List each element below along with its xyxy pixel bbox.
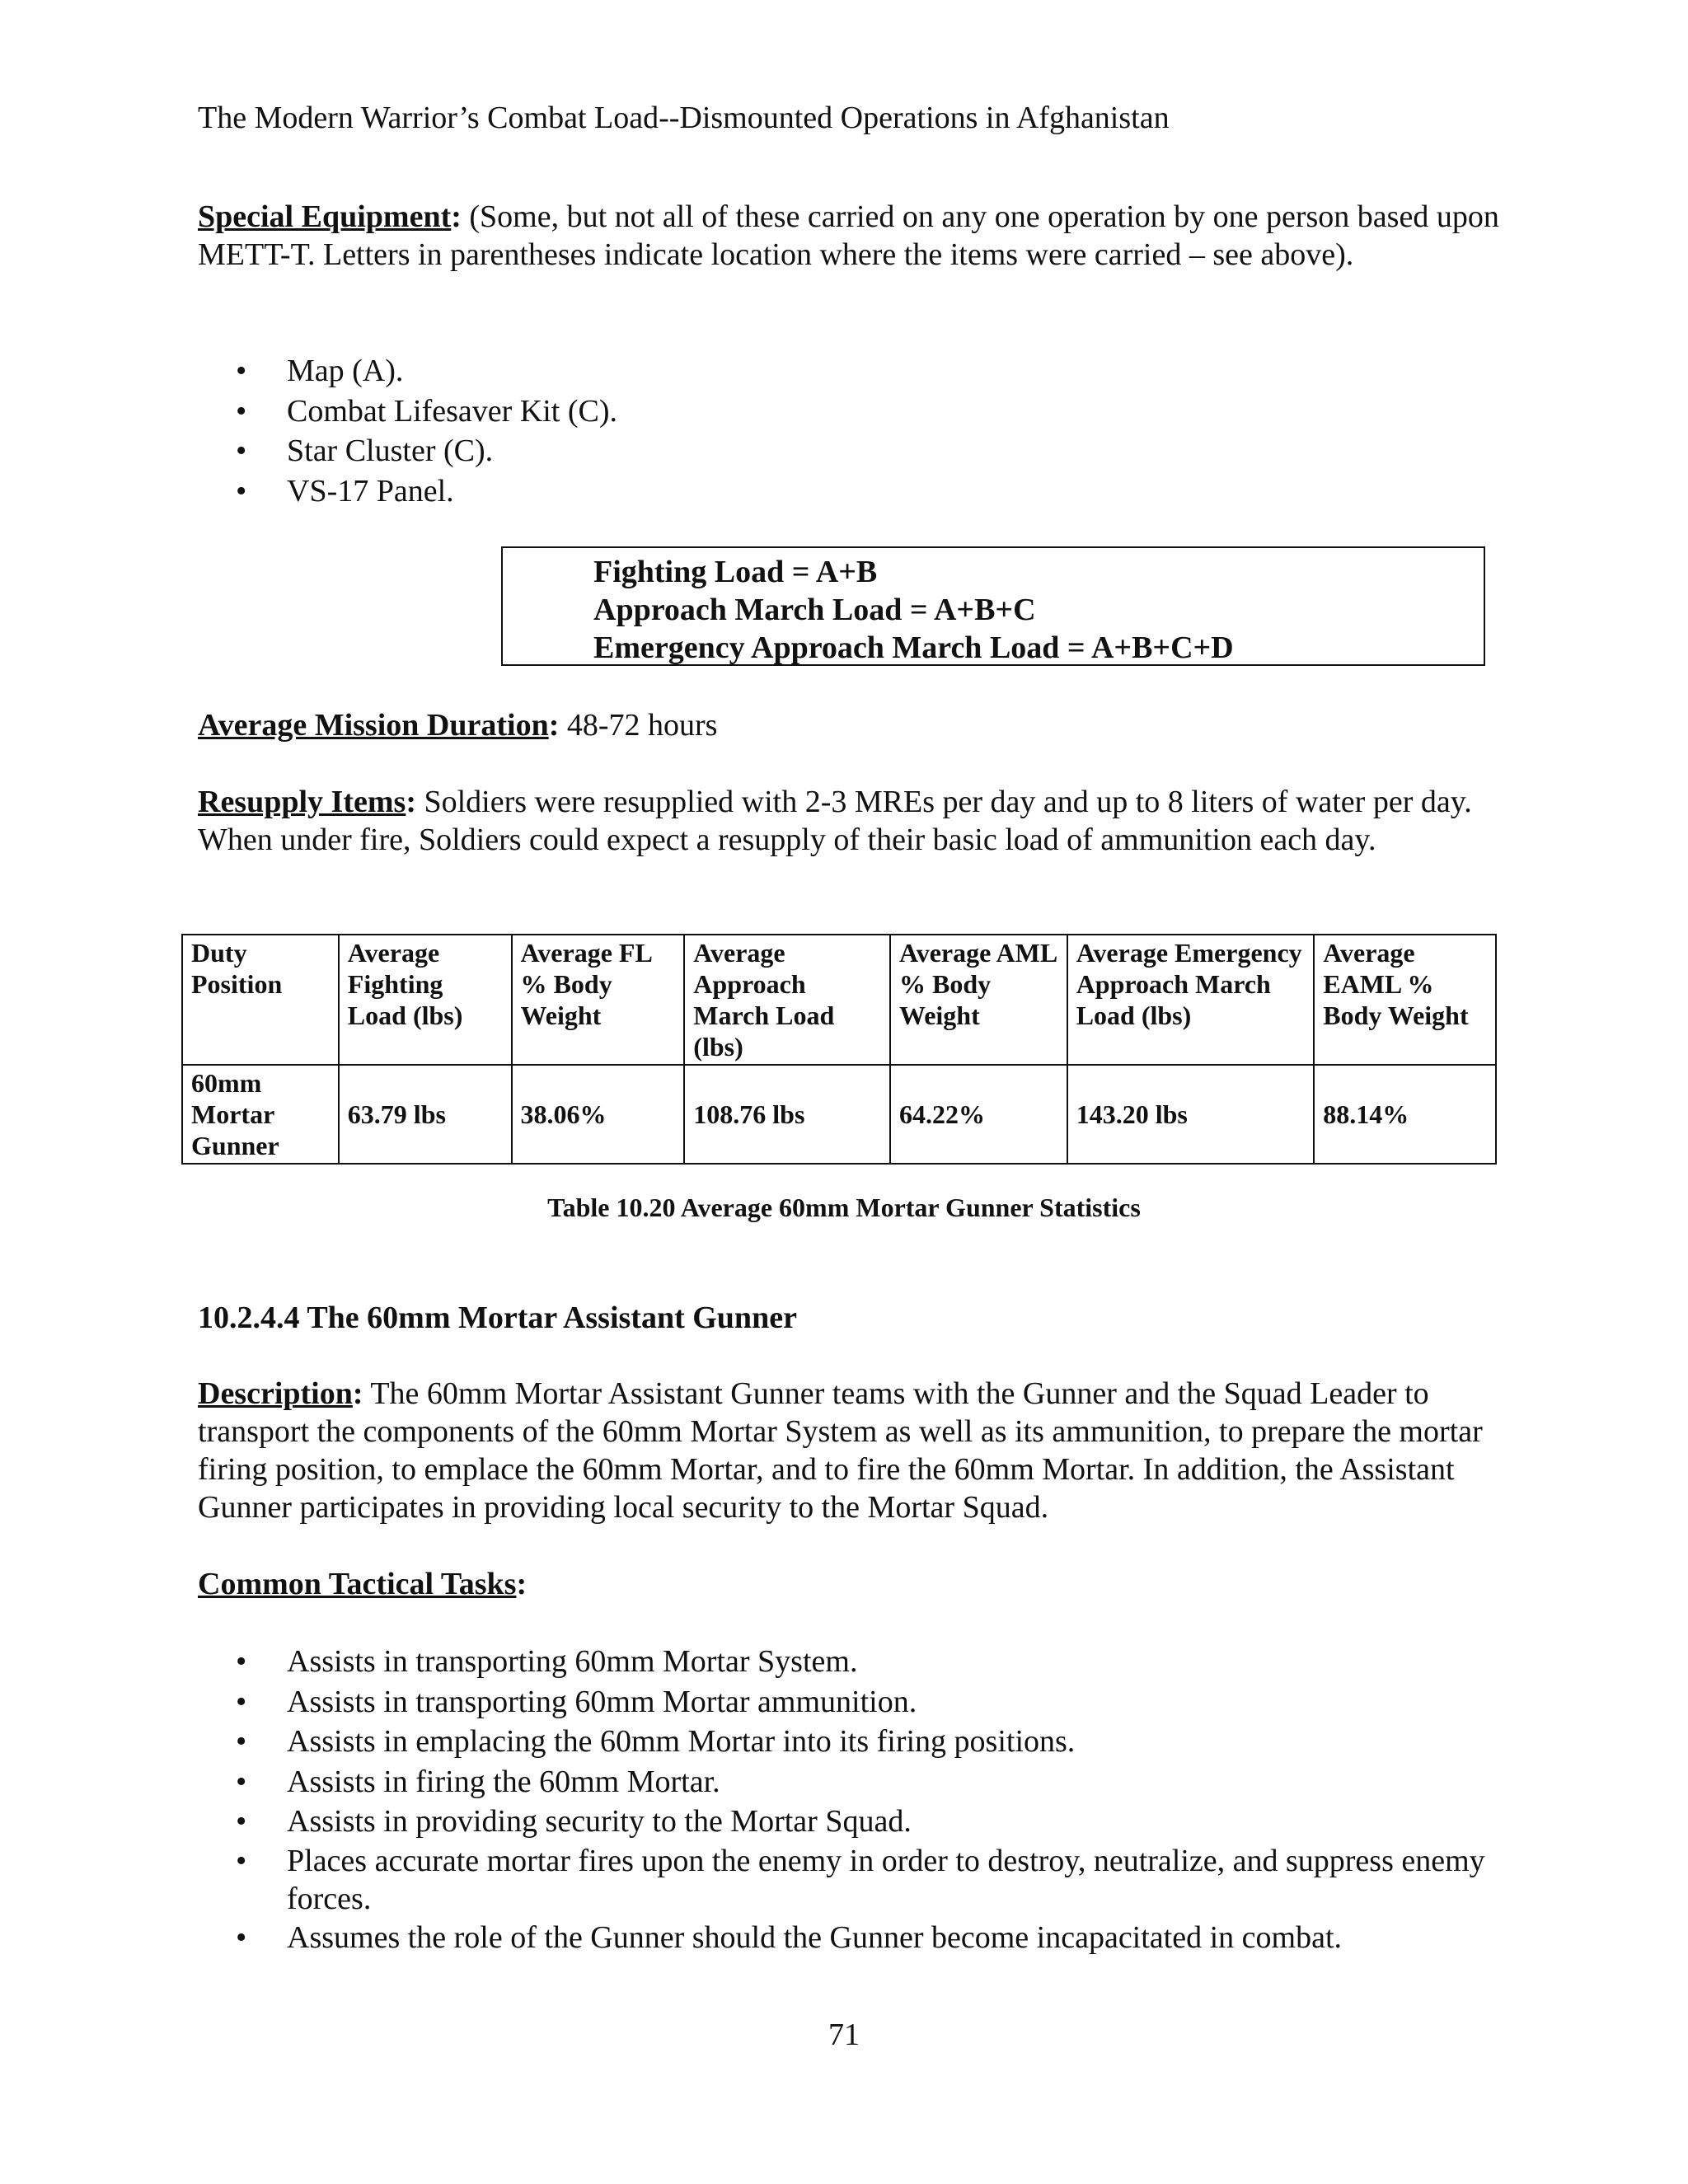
column-header: Average AML % Body Weight — [890, 935, 1067, 1065]
table-cell: 38.06% — [512, 1065, 685, 1164]
mission-duration-label: Average Mission Duration — [198, 708, 549, 743]
special-equipment-list — [198, 351, 1500, 511]
mortar-gunner-statistics-table — [181, 934, 1497, 1165]
column-header: Average EAML % Body Weight — [1314, 935, 1496, 1065]
special-equipment-colon: : — [451, 199, 462, 234]
list-item: • VS-17 Panel. — [198, 471, 1500, 512]
list-item: • Assists in providing security to the Mortar Squad. — [198, 1802, 1500, 1842]
tactical-tasks-colon: : — [516, 1567, 528, 1601]
emergency-approach-march-load-formula: Emergency Approach March Load = A+B+C+D — [593, 630, 1234, 665]
mission-duration-text: 48-72 hours — [559, 708, 718, 743]
tactical-tasks-label: Common Tactical Tasks — [198, 1567, 517, 1601]
running-header: The Modern Warrior’s Combat Load--Dismounted Operations in Afghanistan — [198, 101, 1170, 135]
special-equipment-paragraph — [198, 198, 1500, 274]
resupply-label: Resupply Items — [198, 785, 406, 819]
section-heading: 10.2.4.4 The 60mm Mortar Assistant Gunner — [198, 1301, 797, 1335]
bullet-icon: • — [236, 1764, 247, 1799]
column-header: Average FL % Body Weight — [512, 935, 685, 1065]
list-item: • Assists in transporting 60mm Mortar ammunition. — [198, 1682, 1500, 1722]
bullet-icon: • — [236, 1804, 247, 1839]
description-text: The 60mm Mortar Assistant Gunner teams with the Gunner and the Squad Leader to transport the components of the 60mm Mortar System as well as its ammunition, to prepare the mortar firing position, to emplace the 60mm Mortar, and to fire the 60mm Mortar. In addition, the Assistant Gunner participates in providing local security to the Mortar Squad. — [198, 1376, 1483, 1525]
table-cell: 60mm Mortar Gunner — [182, 1065, 339, 1164]
column-header: Average Fighting Load (lbs) — [339, 935, 512, 1065]
table-cell: 108.76 lbs — [684, 1065, 890, 1164]
bullet-icon: • — [236, 393, 247, 429]
table-cell: 88.14% — [1314, 1065, 1496, 1164]
table-cell: 64.22% — [890, 1065, 1067, 1164]
column-header: Average Emergency Approach March Load (lbs) — [1067, 935, 1315, 1065]
table-cell: 63.79 lbs — [339, 1065, 512, 1164]
bullet-icon: • — [236, 1724, 247, 1759]
list-item: • Assists in firing the 60mm Mortar. — [198, 1762, 1500, 1802]
list-item: • Star Cluster (C). — [198, 431, 1500, 471]
bullet-icon: • — [236, 1919, 247, 1955]
list-item: • Places accurate mortar fires upon the enemy in order to destroy, neutralize, and suppress enemy forces. — [236, 1843, 1485, 1916]
load-formula-box — [501, 546, 1485, 666]
bullet-icon: • — [236, 1644, 247, 1679]
description-colon: : — [352, 1376, 363, 1411]
table-row — [182, 1065, 1496, 1164]
column-header: Average Approach March Load (lbs) — [684, 935, 890, 1065]
page-number: 71 — [828, 2018, 860, 2052]
list-item: • Combat Lifesaver Kit (C). — [198, 391, 1500, 432]
bullet-icon: • — [236, 1843, 247, 1878]
column-header: Duty Position — [182, 935, 339, 1065]
bullet-icon: • — [236, 1684, 247, 1719]
fighting-load-formula: Fighting Load = A+B — [593, 555, 878, 589]
special-equipment-text: (Some, but not all of these carried on any one operation by one person based upon METT-T. Letters in parentheses indicate location where the items were carried – see above). — [198, 199, 1499, 272]
approach-march-load-formula: Approach March Load = A+B+C — [593, 593, 1036, 627]
list-item: • Assumes the role of the Gunner should the Gunner become incapacitated in combat. — [198, 1918, 1500, 1958]
resupply-text: Soldiers were resupplied with 2-3 MREs per day and up to 8 liters of water per day. When under fire, Soldiers could expect a resupply of their basic load of ammunition each day. — [198, 785, 1472, 857]
special-equipment-label: Special Equipment — [198, 199, 452, 234]
table-caption: Table 10.20 Average 60mm Mortar Gunner Statistics — [547, 1193, 1141, 1222]
list-item: • Assists in transporting 60mm Mortar System. — [198, 1642, 1500, 1682]
tactical-tasks-heading — [198, 1565, 1500, 1603]
tactical-tasks-list — [198, 1642, 1500, 1957]
bullet-icon: • — [236, 473, 247, 509]
list-item: • Assists in emplacing the 60mm Mortar into its firing positions. — [198, 1722, 1500, 1762]
resupply-paragraph — [198, 783, 1500, 859]
resupply-colon: : — [406, 785, 416, 819]
bullet-icon: • — [236, 354, 247, 388]
bullet-icon: • — [236, 434, 247, 468]
mission-duration-colon: : — [548, 708, 560, 743]
list-item: • Map (A). — [198, 351, 1500, 391]
mission-duration-paragraph — [198, 706, 1500, 744]
description-paragraph — [198, 1375, 1500, 1526]
table-header-row — [182, 935, 1496, 1065]
description-label: Description — [198, 1376, 353, 1411]
table-cell: 143.20 lbs — [1067, 1065, 1315, 1164]
